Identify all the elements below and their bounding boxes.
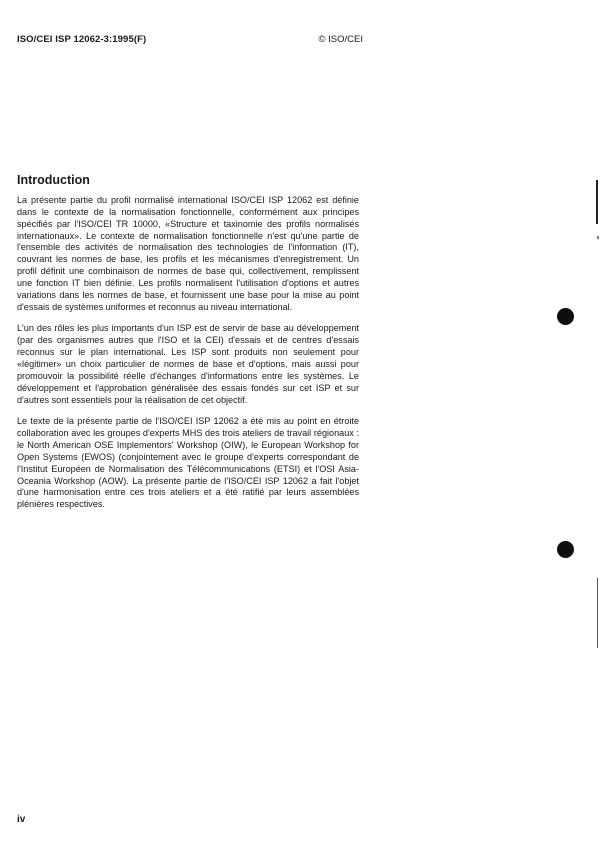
paragraph-1: La présente partie du profil normalisé international ISO/CEI ISP 12062 est définie dans le contexte de la normalisation fonctionnelle, conformément aux principes spécifiés par l'ISO/CEI TR 10000, «Structure et taxinomie des profils normalisés internationaux». Le contexte de normalisation fonctionnelle n'est qu'une partie de l'ensemble des activités de normalisation des technologies de l'information (IT), couvrant les normes de base, les profils et les mécanismes d'enregistrement. Un profil définit une combinaison de normes de base qui, collectivement, remplissent une fonction IT bien définie. Les profils normalisent l'utilisation d'options et autres variations dans les normes de base, et fournissent une base pour la mise au point d'essais de systèmes uniformes et reconnus au niveau international.	[17, 195, 359, 312]
scan-edge-mark	[597, 578, 598, 648]
punch-hole-icon	[557, 308, 574, 325]
page-number: iv	[17, 814, 26, 825]
paragraph-2: L'un des rôles les plus importants d'un ISP est de servir de base au développement (par des organismes autres que l'ISO et la CEI) d'essais et de centres d'essais reconnus sur le plan international. Les ISP sont produits non seulement pour «légitimer» un choix particulier de normes de base et d'options, mais aussi pour promouvoir la possibilité réelle d'échanges d'informations entre les systèmes. Le développement et l'approbation généralisée des essais fondés sur cet ISP et sur d'autres sont essentiels pour la réalisation de cet objectif.	[17, 323, 359, 405]
document-reference: ISO/CEI ISP 12062-3:1995(F)	[17, 34, 147, 45]
copyright-notice: © ISO/CEI	[318, 34, 363, 45]
scan-edge-mark	[596, 180, 598, 224]
punch-hole-icon	[557, 541, 574, 558]
section-title: Introduction	[17, 173, 90, 187]
scan-edge-mark	[597, 236, 599, 239]
paragraph-3: Le texte de la présente partie de l'ISO/CEI ISP 12062 a été mis au point en étroite collaboration avec les groupes d'experts MHS des trois ateliers de travail régionaux : le North American OSE Implementors' Workshop (OIW), le European Workshop for Open Systems (EWOS) (conjointement avec le groupe d'experts correspondant de l'Institut Européen de Normalisation des Télécommunications (ETSI) et l'OSI Asia-Oceania Workshop (AOW). La présente partie de l'ISO/CEI ISP 12062 a fait l'objet d'une harmonisation entre ces trois ateliers et a été ratifié par leurs assemblées plénières respectives.	[17, 416, 359, 510]
page-header	[17, 34, 363, 48]
introduction-section	[17, 173, 359, 521]
